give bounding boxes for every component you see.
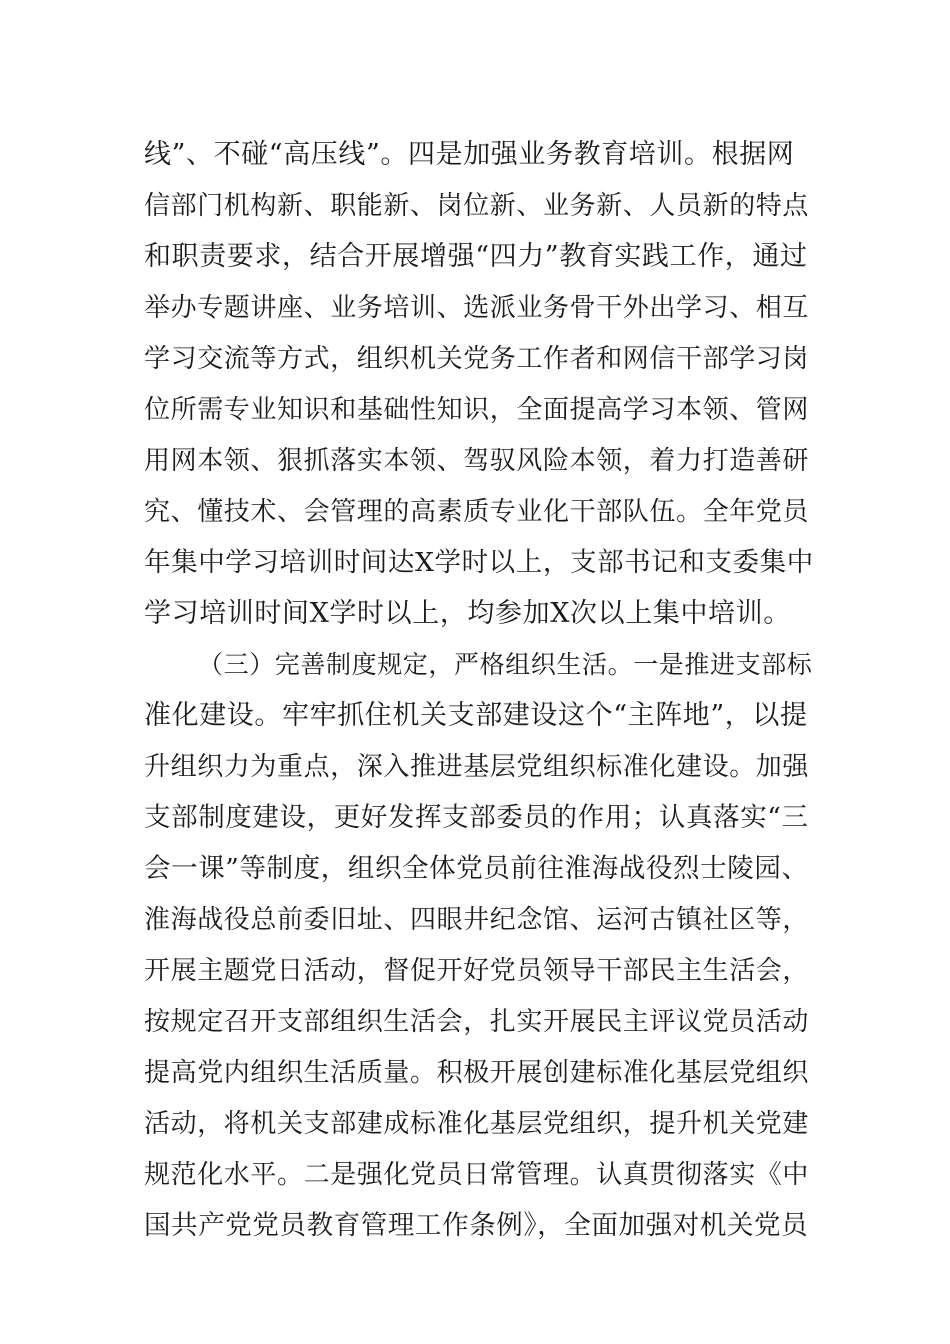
text-line: 究、懂技术、会管理的高素质专业化干部队伍。全年党员 <box>144 497 810 527</box>
text-line: 用网本领、狠抓落实本领、驾驭风险本领，着力打造善研 <box>144 446 810 476</box>
text-line: 位所需专业知识和基础性知识，全面提高学习本领、管网 <box>144 395 810 425</box>
text-line: 国共产党党员教育管理工作条例》，全面加强对机关党员 <box>144 1210 809 1241</box>
text-line: 学习交流等方式，组织机关党务工作者和网信干部学习岗 <box>144 344 810 374</box>
text-line: 学习培训时间X学时以上，均参加X次以上集中培训。 <box>144 598 791 629</box>
text-line: 线”、不碰“高压线”。四是加强业务教育培训。根据网 <box>144 139 795 170</box>
text-line: 提高党内组织生活质量。积极开展创建标准化基层党组织 <box>144 1058 810 1088</box>
text-line: 活动，将机关支部建成标准化基层党组织，提升机关党建 <box>144 1109 810 1139</box>
text-line: 支部制度建设，更好发挥支部委员的作用；认真落实“三 <box>144 802 809 833</box>
text-line: 年集中学习培训时间达X学时以上，支部书记和支委集中 <box>144 547 814 578</box>
text-line: 淮海战役总前委旧址、四眼井纪念馆、运河古镇社区等， <box>144 905 810 935</box>
text-line: 准化建设。牢牢抓住机关支部建设这个“主阵地”，以提 <box>144 700 808 731</box>
text-line: 按规定召开支部组织生活会，扎实开展民主评议党员活动 <box>144 1007 810 1037</box>
text-line: 升组织力为重点，深入推进基层党组织标准化建设。加强 <box>144 752 810 782</box>
text-line: 信部门机构新、职能新、岗位新、业务新、人员新的特点 <box>144 191 810 221</box>
text-line: 会一课”等制度，组织全体党员前往淮海战役烈士陵园、 <box>144 853 809 884</box>
text-line: 开展主题党日活动，督促开好党员领导干部民主生活会， <box>144 956 810 986</box>
paragraph-start-line: （三）完善制度规定，严格组织生活。一是推进支部标 <box>198 650 813 679</box>
text-line: 举办专题讲座、业务培训、选派业务骨干外出学习、相互 <box>144 293 810 323</box>
text-line: 规范化水平。二是强化党员日常管理。认真贯彻落实《中 <box>144 1160 810 1190</box>
text-line: 和职责要求，结合开展增强“四力”教育实践工作，通过 <box>144 241 808 272</box>
